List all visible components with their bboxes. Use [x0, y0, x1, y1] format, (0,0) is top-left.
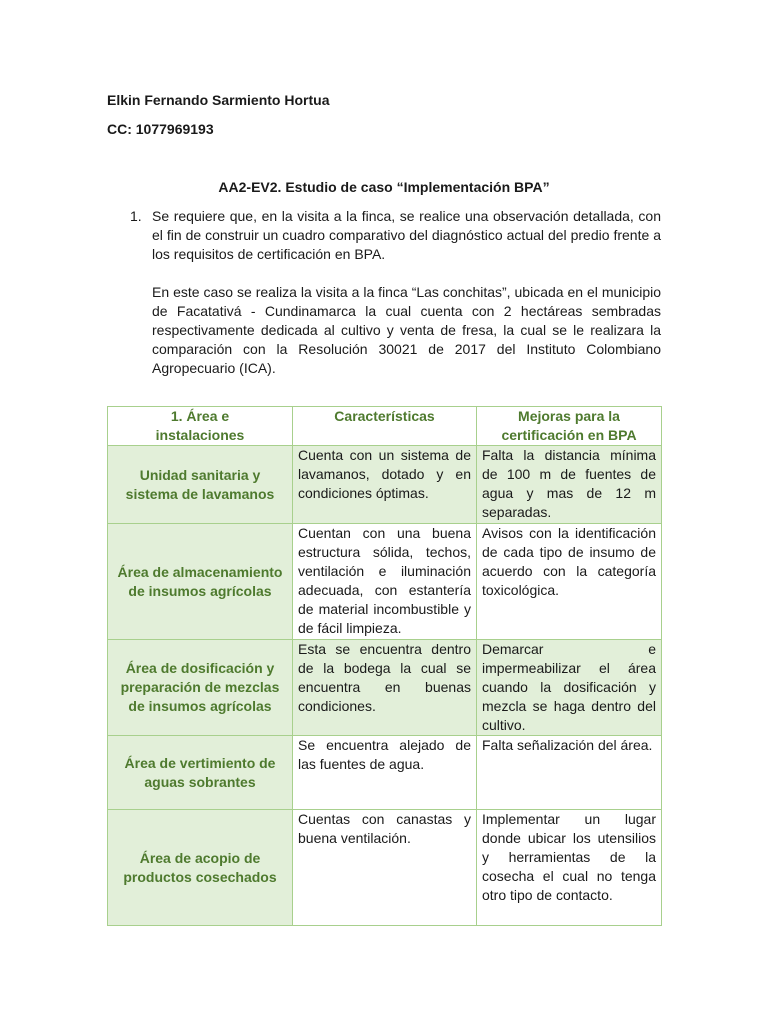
row-caracteristicas: Cuentan con una buena estructura sólida, techos, ventilación e iluminación adecuada, con estantería de material incombustible y de fácil limpieza. — [293, 524, 477, 640]
header-caracteristicas: Características — [293, 407, 477, 446]
table-row — [108, 524, 662, 640]
header-mejoras: Mejoras para la certificación en BPA — [477, 407, 662, 446]
numbered-list — [130, 207, 661, 378]
row-mejoras: Avisos con la identificación de cada tipo de insumo de acuerdo con la categoría toxicológica. — [477, 524, 662, 640]
row-caracteristicas: Cuenta con un sistema de lavamanos, dotado y en condiciones óptimas. — [293, 446, 477, 524]
header-area: 1. Área e instalaciones — [108, 407, 293, 446]
row-caracteristicas: Cuentas con canastas y buena ventilación. — [293, 810, 477, 926]
list-number: 1. — [130, 208, 142, 224]
list-paragraph-case: En este caso se realiza la visita a la finca “Las conchitas”, ubicada en el municipio de Facatativá - Cundinamarca la cual cuenta con 2 hectáreas sembradas respectivamente dedicada al cultivo y venta de fresa, la cual se le realizara la comparación con la Resolución 30021 de 2017 del Instituto Colombiano Agropecuario (ICA). — [152, 284, 661, 376]
id-number: CC: 1077969193 — [107, 121, 214, 137]
table-row — [108, 810, 662, 926]
table-row — [108, 640, 662, 736]
table-header-row — [108, 407, 662, 446]
row-caracteristicas: Esta se encuentra dentro de la bodega la cual se encuentra en buenas condiciones. — [293, 640, 477, 736]
row-area: Área de vertimiento de aguas sobrantes — [108, 736, 293, 810]
list-paragraph-requirement: Se requiere que, en la visita a la finca, se realice una observación detallada, con el fin de construir un cuadro comparativo del diagnóstico actual del predio frente a los requisitos de certificación en BPA. — [152, 208, 661, 262]
row-mejoras: Demarcar e impermeabilizar el área cuando la dosificación y mezcla se haga dentro del cultivo. — [477, 640, 662, 736]
author-name: Elkin Fernando Sarmiento Hortua — [107, 92, 330, 108]
row-area: Área de acopio de productos cosechados — [108, 810, 293, 926]
row-area: Área de dosificación y preparación de mezclas de insumos agrícolas — [108, 640, 293, 736]
document-title: AA2-EV2. Estudio de caso “Implementación BPA” — [218, 179, 550, 195]
row-mejoras: Falta la distancia mínima de 100 m de fuentes de agua y mas de 12 m separadas. — [477, 446, 662, 524]
row-caracteristicas: Se encuentra alejado de las fuentes de agua. — [293, 736, 477, 810]
row-mejoras: Implementar un lugar donde ubicar los utensilios y herramientas de la cosecha el cual no tenga otro tipo de contacto. — [477, 810, 662, 926]
row-area: Área de almacenamiento de insumos agrícolas — [108, 524, 293, 640]
row-area: Unidad sanitaria y sistema de lavamanos — [108, 446, 293, 524]
comparison-table — [107, 406, 662, 926]
row-mejoras: Falta señalización del área. — [477, 736, 662, 810]
table-row — [108, 446, 662, 524]
table-row — [108, 736, 662, 810]
